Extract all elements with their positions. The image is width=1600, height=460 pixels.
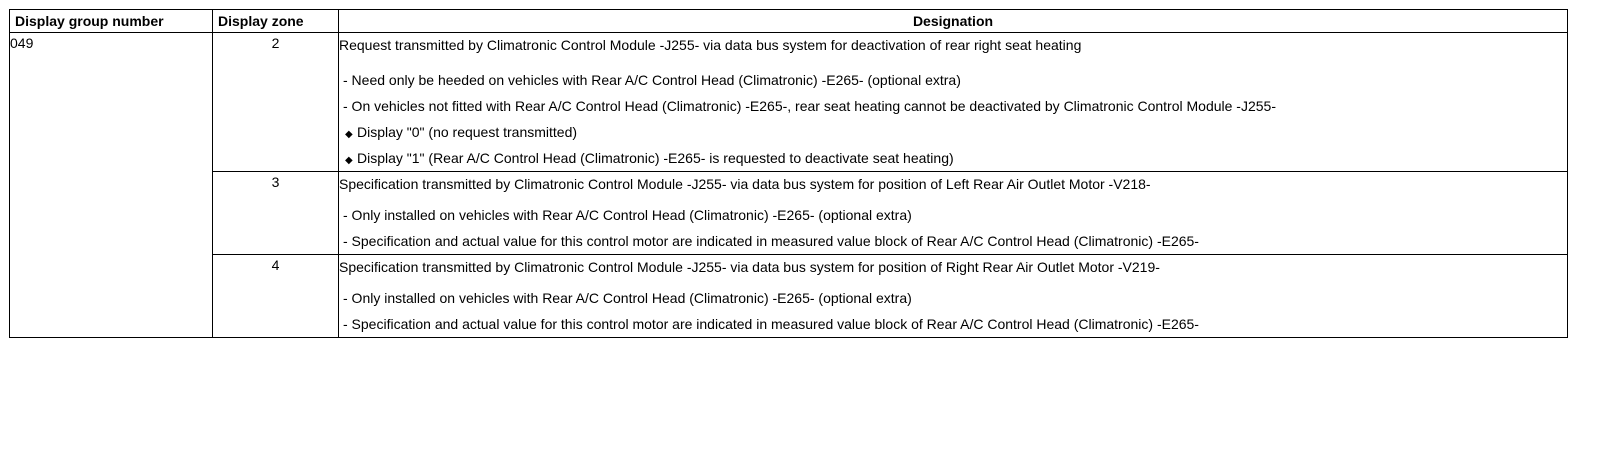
header-display-group-number: Display group number — [10, 10, 213, 33]
zone-value: 2 — [271, 35, 280, 51]
table-row — [10, 172, 1568, 255]
designation-title: Request transmitted by Climatronic Control Module -J255- via data bus system for deactivation of rear right seat heating — [339, 37, 1082, 53]
designation-note: - Need only be heeded on vehicles with Rear A/C Control Head (Climatronic) -E265- (optional extra) — [343, 72, 961, 88]
group-number: 049 — [10, 35, 34, 51]
bullet-text: Display "1" (Rear A/C Control Head (Climatronic) -E265- is requested to deactivate seat heating) — [357, 150, 954, 166]
designation-note: - Only installed on vehicles with Rear A/C Control Head (Climatronic) -E265- (optional extra) — [343, 207, 912, 223]
header-display-zone: Display zone — [213, 10, 339, 33]
table-header-row — [10, 10, 1568, 33]
header-designation: Designation — [339, 10, 1568, 33]
designation-cell — [339, 255, 1568, 338]
designation-note: - Specification and actual value for this control motor are indicated in measured value block of Rear A/C Control Head (Climatronic) -E265- — [343, 316, 1199, 332]
designation-cell — [339, 33, 1568, 172]
designation-note: - Specification and actual value for this control motor are indicated in measured value block of Rear A/C Control Head (Climatronic) -E265- — [343, 233, 1199, 249]
bullet-text: Display "0" (no request transmitted) — [357, 124, 578, 140]
zone-value: 3 — [271, 174, 280, 190]
zone-cell — [213, 172, 339, 255]
designation-note: - Only installed on vehicles with Rear A/C Control Head (Climatronic) -E265- (optional extra) — [343, 290, 912, 306]
zone-cell — [213, 33, 339, 172]
table-row — [10, 255, 1568, 338]
designation-note: - On vehicles not fitted with Rear A/C Control Head (Climatronic) -E265-, rear seat heating cannot be deactivated by Climatronic Control Module -J255- — [343, 98, 1276, 114]
designation-title: Specification transmitted by Climatronic Control Module -J255- via data bus system for position of Left Rear Air Outlet Motor -V218- — [339, 176, 1151, 192]
diamond-bullet-icon: ◆ — [345, 155, 353, 166]
designation-title: Specification transmitted by Climatronic Control Module -J255- via data bus system for position of Right Rear Air Outlet Motor -V219- — [339, 259, 1160, 275]
designation-table — [9, 9, 1568, 338]
zone-cell — [213, 255, 339, 338]
designation-cell — [339, 172, 1568, 255]
designation-bullet-item — [339, 145, 1567, 171]
table-row — [10, 33, 1568, 172]
diamond-bullet-icon: ◆ — [345, 129, 353, 140]
designation-bullet-item — [339, 119, 1567, 145]
group-number-cell — [10, 33, 213, 338]
zone-value: 4 — [271, 257, 280, 273]
